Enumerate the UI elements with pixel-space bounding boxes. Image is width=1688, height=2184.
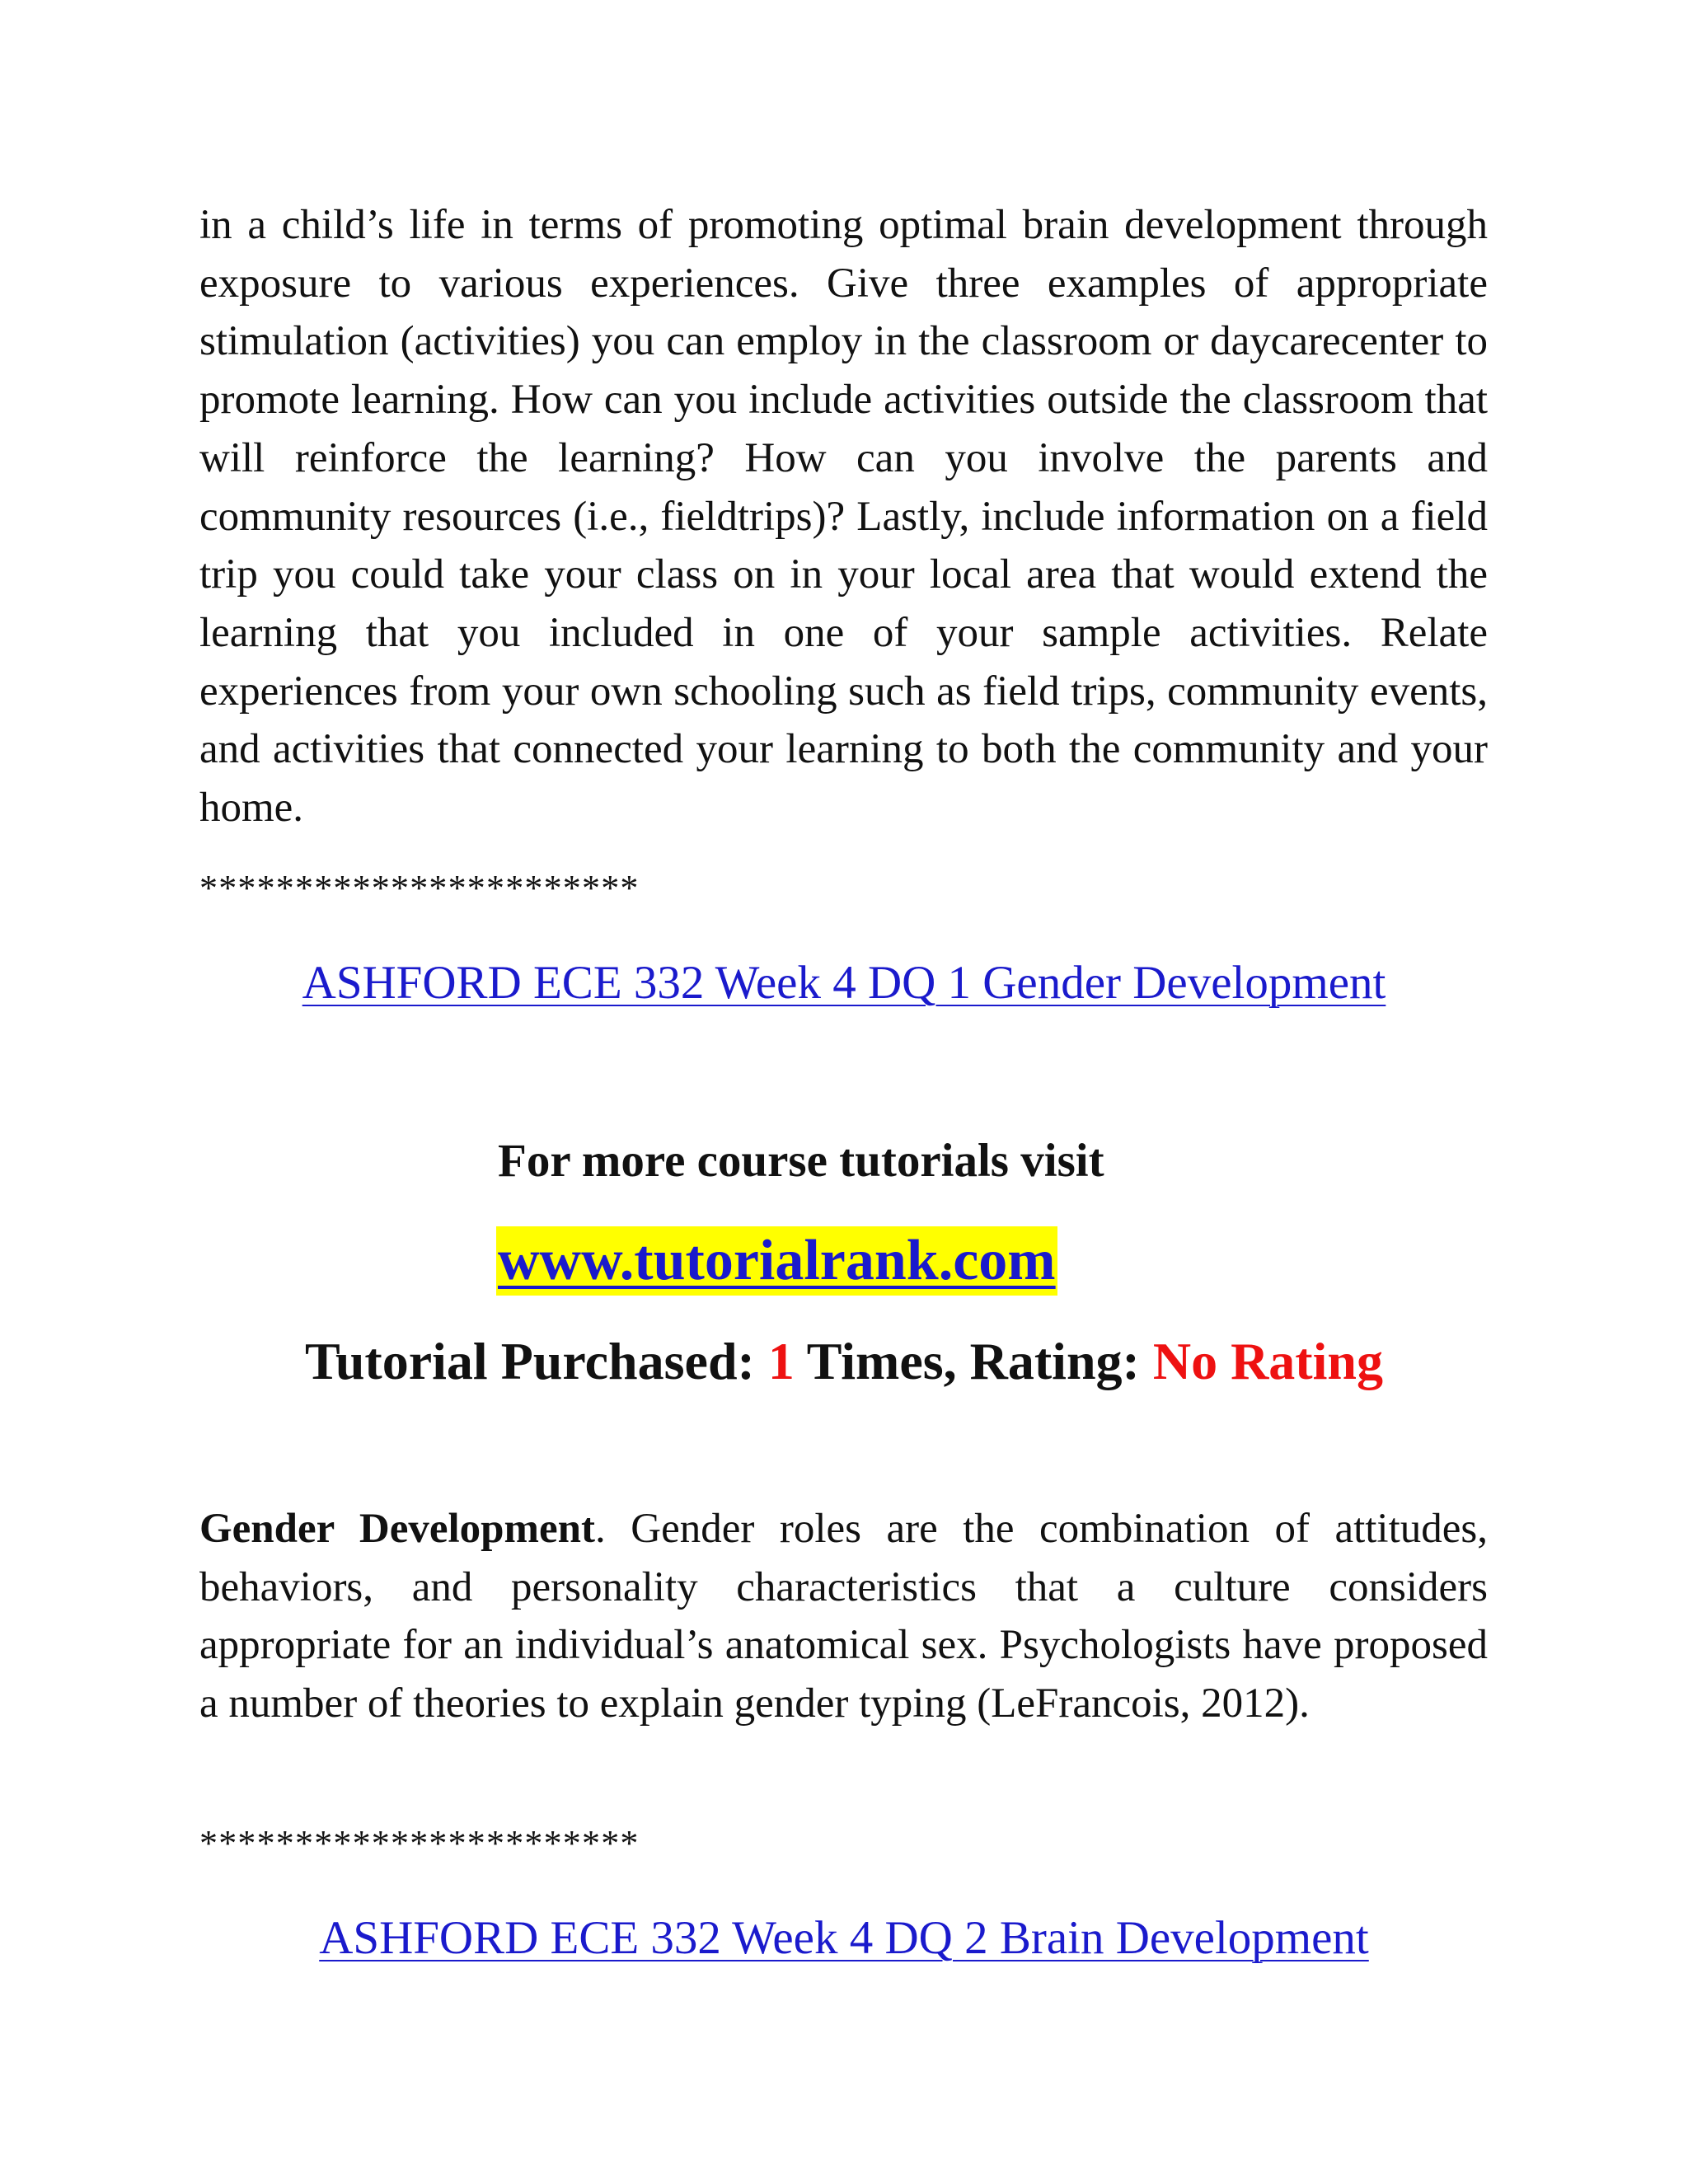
more-tutorials-text: For more course tutorials visit: [498, 1135, 1104, 1187]
course-link-1-container: [0, 957, 1688, 1009]
separator-1: ***********************: [199, 868, 640, 908]
course-link-1[interactable]: ASHFORD ECE 332 Week 4 DQ 1 Gender Development: [302, 957, 1386, 1009]
site-link-highlight: [496, 1226, 1057, 1296]
purchased-label: Tutorial Purchased:: [305, 1332, 768, 1390]
rating-value: No Rating: [1152, 1332, 1383, 1390]
times-rating-label: Times, Rating:: [794, 1332, 1153, 1390]
site-link[interactable]: www.tutorialrank.com: [498, 1229, 1056, 1292]
course-link-2[interactable]: ASHFORD ECE 332 Week 4 DQ 2 Brain Development: [319, 1912, 1369, 1964]
description-paragraph: [199, 1500, 1488, 1733]
intro-paragraph: in a child’s life in terms of promoting optimal brain development through exposure to various experiences. Give three examples of appropriate stimulation (activities) you can employ in the classroom or daycarecenter to promote learning. How can you include activities outside the classroom that will reinforce the learning? How can you involve the parents and community resources (i.e., fieldtrips)? Lastly, include information on a field trip you could take your class on in your local area that would extend the learning that you included in one of your sample activities. Relate experiences from your own schooling such as field trips, community events, and activities that connected your learning to both the community and your home.: [199, 202, 1488, 832]
description-lead: Gender Development: [199, 1506, 595, 1552]
course-link-2-container: [0, 1912, 1688, 1964]
description-text: . Gender roles are the combination of attitudes, behaviors, and personality characteristics that a culture considers appropriate for an individual’s anatomical sex. Psychologists have proposed a number of theories to explain gender typing (LeFrancois, 2012).: [199, 1506, 1489, 1727]
tutorial-stats: [0, 1332, 1688, 1390]
purchased-count: 1: [767, 1332, 795, 1390]
separator-2: ***********************: [199, 1823, 640, 1863]
